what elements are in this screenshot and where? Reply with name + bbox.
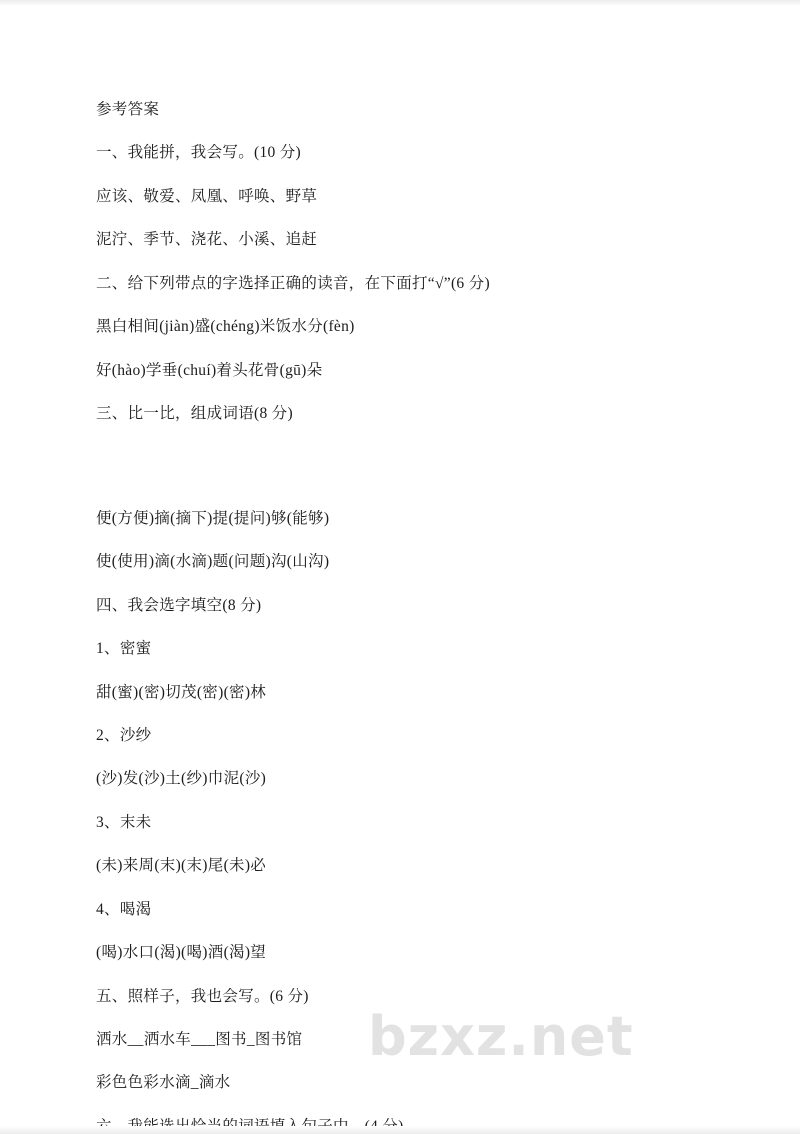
section-4-answer-3: (未)来周(末)(末)尾(未)必: [96, 857, 267, 875]
section-2-answer-2: 好(hào)学垂(chuí)着头花骨(gū)朵: [96, 361, 323, 379]
section-3-answer-2: 使(使用)滴(水滴)题(问题)沟(山沟): [96, 553, 330, 571]
section-4-answer-1: 甜(蜜)(密)切茂(密)(密)林: [96, 683, 267, 701]
section-4-heading: 四、我会选字填空(8 分): [96, 596, 262, 614]
section-4-answer-4: (喝)水口(渴)(喝)酒(渴)望: [96, 944, 267, 962]
section-1-heading: 一、我能拼，我会写。(10 分): [96, 144, 301, 162]
section-1-answer-2: 泥泞、季节、浇花、小溪、追赶: [96, 231, 318, 249]
section-2-answer-1: 黑白相间(jiàn)盛(chéng)米饭水分(fèn): [96, 318, 355, 336]
section-3-heading: 三、比一比，组成词语(8 分): [96, 404, 293, 422]
section-1-answer-1: 应该、敬爱、凤凰、呼唤、野草: [96, 187, 318, 205]
section-4-item-2: 2、沙纱: [96, 726, 152, 744]
document-title: 参考答案: [96, 101, 160, 118]
section-3-answer-1: 便(方便)摘(摘下)提(提问)够(能够): [96, 509, 330, 527]
section-4-item-1: 1、密蜜: [96, 640, 152, 658]
section-4-item-4: 4、喝渴: [96, 900, 152, 918]
section-5-answer-1: 洒水__洒水车___图书_图书馆: [96, 1030, 303, 1048]
section-5-heading: 五、照样子，我也会写。(6 分): [96, 987, 309, 1005]
page-bottom-edge: [0, 1126, 800, 1134]
section-4-answer-2: (沙)发(沙)土(纱)巾泥(沙): [96, 770, 267, 788]
section-4-item-3: 3、末未: [96, 813, 152, 831]
section-2-heading: 二、给下列带点的字选择正确的读音，在下面打“√”(6 分): [96, 274, 490, 292]
watermark-text: bzxz.net: [368, 1005, 634, 1068]
section-5-answer-2: 彩色色彩水滴_滴水: [96, 1074, 231, 1092]
